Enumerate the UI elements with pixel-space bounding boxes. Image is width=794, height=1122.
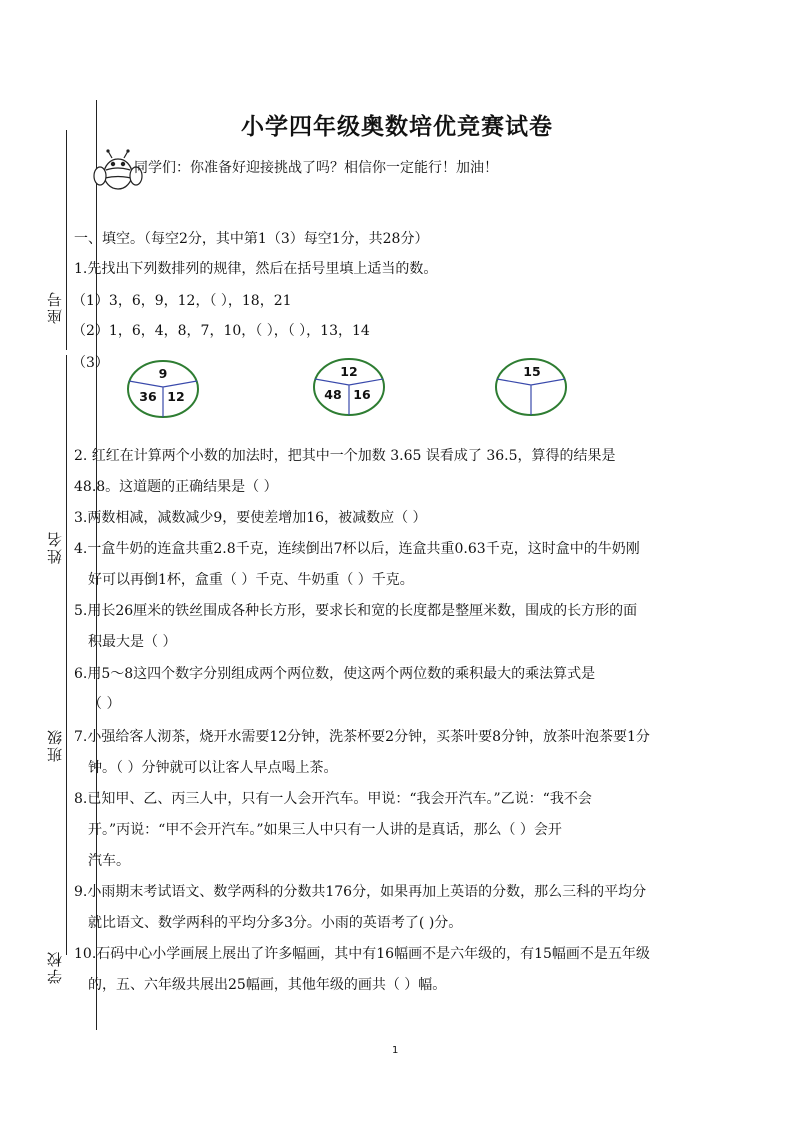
question-4-line-2: 好可以再倒1杯，盒重（ ）千克、牛奶重（ ）千克。 bbox=[88, 572, 414, 588]
page-title: 小学四年级奥数培优竞赛试卷 bbox=[241, 113, 553, 140]
question-6-line-2: （ ） bbox=[88, 696, 121, 712]
question-8-line-1: 8.已知甲、乙、丙三人中，只有一人会开汽车。甲说：“我会开汽车。”乙说：“我不会 bbox=[74, 791, 592, 807]
binding-line-inner bbox=[66, 130, 67, 350]
question-2-line-1: 2. 红红在计算两个小数的加法时，把其中一个加数 3.65 误看成了 36.5，算得的结果是 bbox=[74, 448, 616, 464]
question-7-line-2: 钟。（ ）分钟就可以让客人早点喝上茶。 bbox=[88, 760, 338, 776]
question-1-sub-3-label: （3） bbox=[72, 355, 109, 371]
question-7-line-1: 7.小强给客人沏茶，烧开水需要12分钟，洗茶杯要2分钟，买茶叶要8分钟，放茶叶泡茶要1分 bbox=[74, 729, 650, 745]
question-10-line-1: 10.石码中心小学画展上展出了许多幅画，其中有16幅画不是六年级的，有15幅画不是五年级 bbox=[74, 946, 650, 962]
question-10-line-2: 的，五、六年级共展出25幅画，其他年级的画共（ ）幅。 bbox=[88, 977, 447, 993]
circle-1-right-value: 12 bbox=[167, 389, 185, 404]
question-4-line-1: 4.一盒牛奶的连盒共重2.8千克，连续倒出7杯以后，连盒共重0.63千克，这时盒中的牛奶刚 bbox=[74, 541, 640, 557]
pattern-circle-3 bbox=[494, 357, 568, 417]
circle-2-left-value: 48 bbox=[324, 387, 342, 402]
greeting-text: 同学们：你准备好迎接挑战了吗？相信你一定能行！加油！ bbox=[134, 160, 498, 176]
circle-2-top-value: 12 bbox=[340, 364, 358, 379]
class-label: 班级 bbox=[46, 728, 64, 762]
section-1-heading: 一、填空。（每空2分，其中第1（3）每空1分，共28分） bbox=[74, 231, 429, 247]
circle-1-left-value: 36 bbox=[139, 389, 157, 404]
circle-3-top-value: 15 bbox=[523, 364, 541, 379]
page-number: 1 bbox=[392, 1045, 399, 1056]
question-1-sub-1: （1）3，6，9，12，（ ），18，21 bbox=[72, 293, 292, 309]
pattern-circle-1 bbox=[126, 359, 200, 419]
binding-line-inner bbox=[66, 355, 67, 955]
question-8-line-3: 汽车。 bbox=[88, 853, 130, 869]
question-6-line-1: 6.用5～8这四个数字分别组成两个两位数，使这两个两位数的乘积最大的乘法算式是 bbox=[74, 666, 596, 682]
question-1-stem: 1.先找出下列数排列的规律，然后在括号里填上适当的数。 bbox=[74, 261, 438, 277]
question-3: 3.两数相减，减数减少9，要使差增加16，被减数应（ ） bbox=[74, 510, 427, 526]
circle-2-right-value: 16 bbox=[353, 387, 371, 402]
question-1-sub-2: （2）1，6，4，8，7，10，（ ），（ ），13，14 bbox=[72, 323, 370, 339]
question-2-line-2: 48.8。这道题的正确结果是（ ） bbox=[74, 479, 278, 495]
question-5-line-1: 5.用长26厘米的铁丝围成各种长方形，要求长和宽的长度都是整厘米数，围成的长方形的面 bbox=[74, 603, 638, 619]
pattern-circle-2 bbox=[312, 357, 386, 417]
circle-1-top-value: 9 bbox=[158, 366, 168, 381]
school-label: 学校 bbox=[46, 950, 64, 984]
question-8-line-2: 开。”丙说：“甲不会开汽车。”如果三人中只有一人讲的是真话，那么（ ）会开 bbox=[88, 822, 562, 838]
question-9-line-2: 就比语文、数学两科的平均分多3分。小雨的英语考了( )分。 bbox=[88, 915, 463, 931]
question-9-line-1: 9.小雨期末考试语文、数学两科的分数共176分，如果再加上英语的分数，那么三科的平均分 bbox=[74, 884, 647, 900]
question-5-line-2: 积最大是（ ） bbox=[88, 634, 177, 650]
name-label: 姓名 bbox=[46, 530, 64, 564]
seat-number-label: 座号 bbox=[46, 290, 64, 324]
